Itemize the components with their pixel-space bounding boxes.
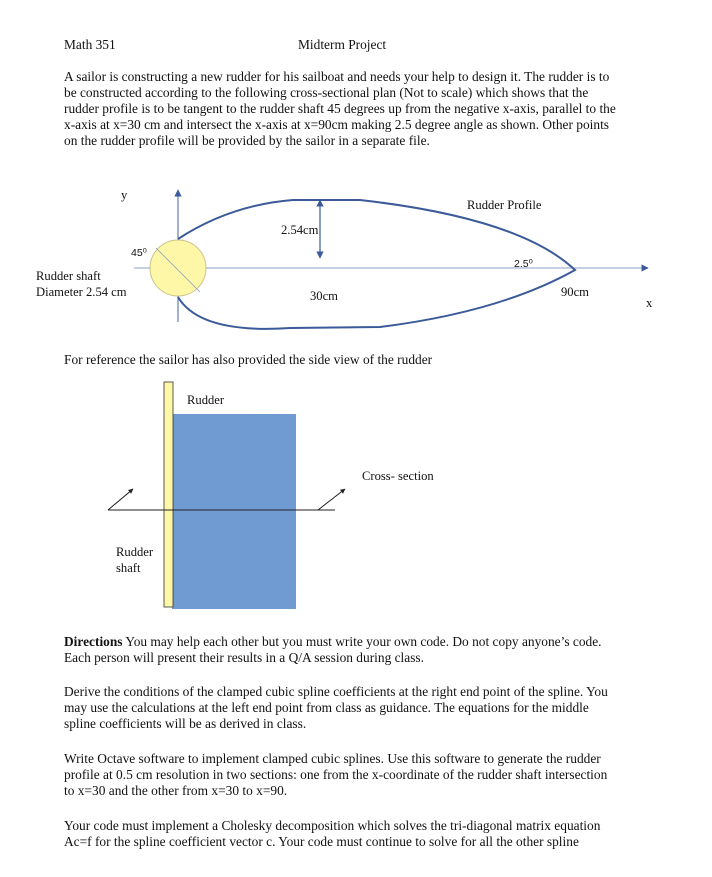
rudder-label: Rudder: [187, 393, 225, 407]
shaft-diameter-label: Diameter 2.54 cm: [36, 285, 127, 299]
x-axis-label: x: [646, 296, 653, 310]
rudder-shaft-circle: [150, 240, 206, 296]
page-title: Midterm Project: [298, 37, 387, 52]
cross-section-diagram: [134, 190, 648, 329]
shaft-side-label-1: Rudder: [116, 545, 154, 559]
directions-line: You may help each other but you must write your own code. Do not copy anyone’s code.: [122, 634, 602, 649]
cholesky-line: Ac=f for the spline coefficient vector c. Your code must continue to solve for all the other spline: [64, 834, 579, 849]
derive-line: spline coefficients will be as derived in class.: [64, 716, 307, 731]
intro-line: rudder profile is to be tangent to the rudder shaft 45 degrees up from the negative x-axis, parallel to the: [64, 101, 616, 116]
derive-paragraph: [64, 684, 664, 732]
rudder-body-corner: [172, 414, 296, 609]
cholesky-line: Your code must implement a Cholesky decomposition which solves the tri-diagonal matrix equation: [64, 818, 601, 833]
shaft-angle-label: 45⁰: [131, 247, 147, 259]
shaft-label: Rudder shaft: [36, 269, 101, 283]
octave-paragraph: [64, 751, 664, 799]
directions-heading: Directions: [64, 634, 123, 649]
directions-paragraph: [64, 634, 664, 666]
octave-line: profile at 0.5 cm resolution in two sections: one from the x-coordinate of the rudder shaft intersection: [64, 767, 608, 782]
y-axis-label: y: [121, 188, 128, 202]
cross-section-label: Cross- section: [362, 469, 434, 483]
end-x-label: 90cm: [561, 285, 589, 299]
intro-line: x-axis at x=30 cm and intersect the x-axis at x=90cm making 2.5 degree angle as shown. Other points: [64, 117, 610, 132]
derive-line: may use the calculations at the left end point from class as guidance. The equations for the middle: [64, 700, 589, 715]
right-direction-arrow: [318, 489, 345, 510]
profile-label: Rudder Profile: [467, 198, 542, 212]
side-view-diagram: [108, 382, 345, 609]
thickness-label: 2.54cm: [281, 223, 319, 237]
left-direction-arrow: [108, 489, 133, 510]
tip-angle-label: 2.5⁰: [514, 258, 533, 270]
rudder-shaft-bar: [164, 382, 173, 607]
cholesky-paragraph: [64, 818, 664, 850]
course-name: Math 351: [64, 37, 116, 52]
shaft-side-label-2: shaft: [116, 561, 141, 575]
reference-text: For reference the sailor has also provided the side view of the rudder: [64, 352, 433, 367]
derive-line: Derive the conditions of the clamped cubic spline coefficients at the right end point of the spline. You: [64, 684, 608, 699]
directions-line: Each person will present their results in a Q/A session during class.: [64, 650, 424, 665]
intro-line: be constructed according to the following cross-sectional plan (Not to scale) which shows that the: [64, 85, 589, 100]
mid-x-label: 30cm: [310, 289, 338, 303]
octave-line: Write Octave software to implement clamped cubic splines. Use this software to generate the rudder: [64, 751, 601, 766]
intro-line: on the rudder profile will be provided by the sailor in a separate file.: [64, 133, 430, 148]
intro-line: A sailor is constructing a new rudder for his sailboat and needs your help to design it. The rudder is to: [64, 69, 610, 84]
octave-line: to x=30 and the other from x=30 to x=90.: [64, 783, 288, 798]
